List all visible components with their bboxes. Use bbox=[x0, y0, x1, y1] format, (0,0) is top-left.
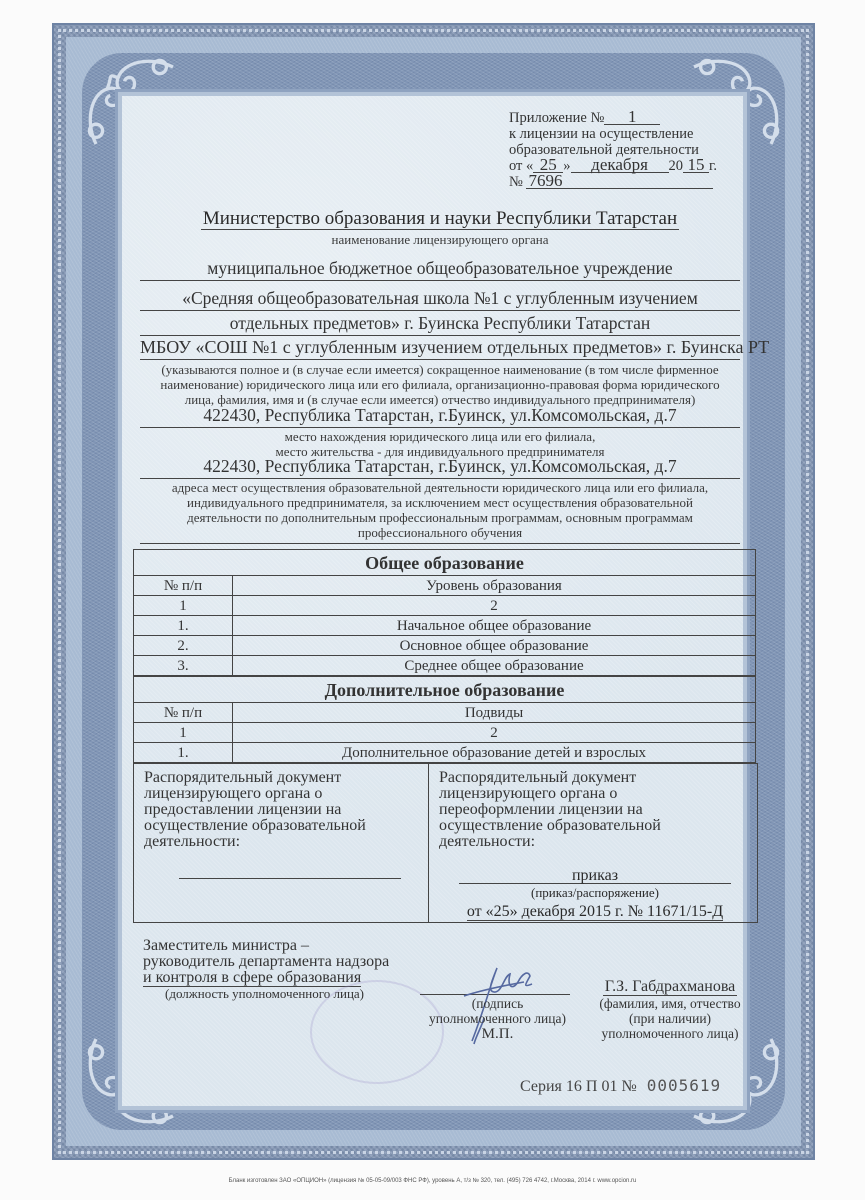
reissue-doc-date-number: от «25» декабря 2015 г. № 11671/15-Д bbox=[466, 903, 724, 920]
organization-full-name-line2: отдельных предметов» г. Буинска Республики Татарстан bbox=[140, 313, 740, 336]
row-number: 3. bbox=[134, 656, 233, 676]
activity-caption-line3: деятельности по дополнительным профессиональным программам, основным программам bbox=[187, 510, 693, 525]
organization-type: муниципальное бюджетное общеобразовательное учреждение bbox=[140, 258, 740, 281]
header-number: № п/п bbox=[134, 576, 233, 596]
activity-address: 422430, Республика Татарстан, г.Буинск, ул.Комсомольская, д.7 bbox=[140, 456, 740, 479]
position-line: Заместитель министра – bbox=[143, 937, 309, 954]
series-number-label: № bbox=[621, 1078, 637, 1095]
header-level: Уровень образования bbox=[233, 576, 756, 596]
table-header-row bbox=[134, 576, 756, 596]
heading-line: осуществление образовательной bbox=[439, 817, 661, 834]
activity-caption-line1: адреса мест осуществления образовательной деятельности юридического лица или его филиала, bbox=[171, 480, 709, 495]
position-line: и контроля в сфере образования bbox=[143, 969, 362, 986]
header-number: № п/п bbox=[134, 703, 233, 723]
name-caption-line3: лица, фамилия, имя и (в случае если имеется) отчество индивидуального предпринимателя) bbox=[184, 392, 696, 407]
table-index-row bbox=[134, 723, 756, 743]
appendix-header bbox=[509, 107, 759, 190]
year-unit: г. bbox=[709, 158, 717, 174]
organization-full-name-line1: «Средняя общеобразовательная школа №1 с углубленным изучением bbox=[140, 288, 740, 311]
series-code: 16 П 01 bbox=[565, 1078, 618, 1095]
row-number: 2. bbox=[134, 636, 233, 656]
name-caption-line: (фамилия, имя, отчество bbox=[599, 996, 741, 1011]
name-caption-line2: наименование) юридического лица или его филиала, организационно-правовая форма юридического bbox=[160, 377, 720, 392]
legal-address-caption-line1: место нахождения юридического лица или его филиала, bbox=[284, 429, 596, 444]
series-label: Серия bbox=[520, 1078, 562, 1095]
grant-document-blank-line bbox=[179, 878, 401, 879]
row-number: 1. bbox=[134, 743, 233, 763]
license-day: 25 bbox=[533, 158, 563, 173]
organization-short-name: МБОУ «СОШ №1 с углубленным изучением отдельных предметов» г. Буинска РТ bbox=[140, 337, 740, 360]
name-caption-line: (при наличии) bbox=[628, 1011, 712, 1026]
series-number: 0005619 bbox=[646, 1076, 722, 1095]
appendix-line2: к лицензии на осуществление bbox=[509, 126, 694, 142]
printer-note: Бланк изготовлен ЗАО «ОПЦИОН» (лицензия № 05-05-09/003 ФНС РФ), уровень А, т/з № 320, тел. (495) 726 4742, г.Москва, 2014 г. www.opcion.ru bbox=[228, 1178, 637, 1184]
legal-address-caption-line2: место жительства - для индивидуального предпринимателя bbox=[275, 444, 605, 459]
name-caption-line1: (указываются полное и (в случае если имеется) сокращенное наименование (в том числе фирменное bbox=[161, 362, 719, 377]
activity-caption-line2: индивидуального предпринимателя, за исключением мест осуществления образовательной bbox=[187, 495, 693, 510]
date-prefix: от « bbox=[509, 158, 534, 174]
additional-education-table bbox=[133, 676, 756, 763]
general-education-table bbox=[133, 549, 756, 676]
reissue-doc-type-caption: (приказ/распоряжение) bbox=[531, 885, 659, 900]
administrative-documents-box bbox=[133, 763, 758, 923]
appendix-line3: образовательной деятельности bbox=[509, 142, 699, 158]
appendix-label: Приложение № bbox=[509, 110, 605, 126]
row-level: Среднее общее образование bbox=[233, 656, 756, 676]
general-education-title: Общее образование bbox=[134, 550, 756, 576]
caption-line: (подпись bbox=[471, 996, 524, 1011]
date-mid: » bbox=[563, 158, 571, 174]
form-series bbox=[520, 1076, 721, 1096]
row-level: Начальное общее образование bbox=[233, 616, 756, 636]
table-row bbox=[134, 636, 756, 656]
reissue-document-heading bbox=[429, 764, 757, 850]
index-cell: 2 bbox=[233, 723, 756, 743]
table-row bbox=[134, 616, 756, 636]
index-cell: 1 bbox=[134, 723, 233, 743]
license-no-label: № bbox=[509, 174, 523, 190]
position-line: руководитель департамента надзора bbox=[143, 953, 390, 970]
seal-label: М.П. bbox=[481, 1026, 514, 1042]
caption-line: уполномоченного лица) bbox=[429, 1011, 566, 1026]
licensing-body bbox=[140, 208, 740, 230]
position-caption: (должность уполномоченного лица) bbox=[165, 986, 365, 1001]
heading-line: Распорядительный документ bbox=[144, 769, 342, 786]
licensing-body-name: Министерство образования и науки Республики Татарстан bbox=[202, 208, 678, 229]
reissue-document-column bbox=[429, 764, 757, 922]
header-subtypes: Подвиды bbox=[233, 703, 756, 723]
signatory-name: Г.З. Габдрахманова bbox=[604, 978, 736, 995]
grant-document-column bbox=[134, 764, 429, 922]
signature-caption bbox=[420, 996, 575, 1026]
heading-line: деятельности: bbox=[144, 833, 241, 850]
year-prefix: 20 bbox=[668, 158, 684, 174]
heading-line: лицензирующего органа о bbox=[439, 785, 618, 802]
legal-address: 422430, Республика Татарстан, г.Буинск, ул.Комсомольская, д.7 bbox=[140, 405, 740, 428]
table-row bbox=[134, 743, 756, 763]
licensing-body-caption: наименование лицензирующего органа bbox=[331, 232, 549, 247]
table-index-row bbox=[134, 596, 756, 616]
name-caption-line: уполномоченного лица) bbox=[601, 1026, 739, 1041]
heading-line: осуществление образовательной bbox=[144, 817, 366, 834]
heading-line: лицензирующего органа о bbox=[144, 785, 323, 802]
appendix-number: 1 bbox=[604, 110, 660, 125]
activity-caption-line4: профессионального обучения bbox=[140, 525, 740, 544]
license-year: 15 bbox=[683, 158, 709, 173]
license-month: декабря bbox=[571, 158, 669, 173]
row-level: Основное общее образование bbox=[233, 636, 756, 656]
row-number: 1. bbox=[134, 616, 233, 636]
signatory-name-block bbox=[580, 978, 760, 1041]
index-cell: 2 bbox=[233, 596, 756, 616]
license-number: 7696 bbox=[526, 174, 713, 189]
reissue-doc-type: приказ bbox=[459, 868, 731, 884]
table-header-row bbox=[134, 703, 756, 723]
additional-education-title: Дополнительное образование bbox=[134, 677, 756, 703]
index-cell: 1 bbox=[134, 596, 233, 616]
heading-line: Распорядительный документ bbox=[439, 769, 637, 786]
row-subtype: Дополнительное образование детей и взрослых bbox=[233, 743, 756, 763]
grant-document-heading bbox=[134, 764, 428, 850]
heading-line: деятельности: bbox=[439, 833, 536, 850]
heading-line: предоставлении лицензии на bbox=[144, 801, 342, 818]
heading-line: переоформлении лицензии на bbox=[439, 801, 643, 818]
table-row bbox=[134, 656, 756, 676]
